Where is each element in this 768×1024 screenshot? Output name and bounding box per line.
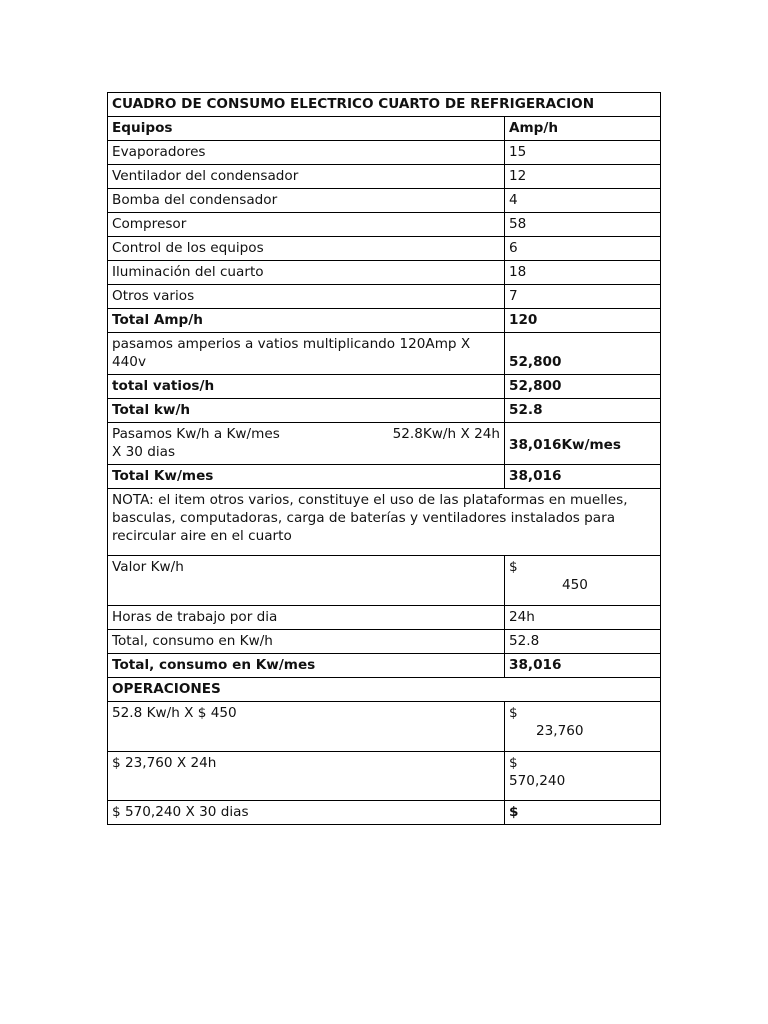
table-row xyxy=(108,261,661,285)
operacion-value-cell xyxy=(505,752,661,801)
operaciones-title-row xyxy=(108,678,661,702)
total-amp-label: Total Amp/h xyxy=(108,309,505,333)
equipo-amp: 18 xyxy=(505,261,661,285)
operacion-currency: $ xyxy=(509,755,518,771)
kwmes-calc-line1 xyxy=(112,425,500,443)
nota-row xyxy=(108,489,661,556)
total-kwh-label: Total kw/h xyxy=(108,399,505,423)
equipo-name: Otros varios xyxy=(108,285,505,309)
operacion-value-cell xyxy=(505,801,661,825)
operacion-value: 23,760 xyxy=(536,723,584,739)
table-row xyxy=(108,237,661,261)
vatios-calc-row xyxy=(108,333,661,375)
valor-kwh-currency: $ xyxy=(509,559,518,575)
table-row xyxy=(108,801,661,825)
equipo-amp: 15 xyxy=(505,141,661,165)
consumo-kwh-row xyxy=(108,630,661,654)
equipo-name: Evaporadores xyxy=(108,141,505,165)
table-row xyxy=(108,189,661,213)
header-equipos: Equipos xyxy=(108,117,505,141)
total-kwmes-value: 38,016 xyxy=(505,465,661,489)
equipo-amp: 58 xyxy=(505,213,661,237)
equipo-name: Bomba del condensador xyxy=(108,189,505,213)
equipo-amp: 4 xyxy=(505,189,661,213)
table-row xyxy=(108,165,661,189)
title-row xyxy=(108,93,661,117)
table-row xyxy=(108,702,661,752)
consumo-kwmes-value: 38,016 xyxy=(505,654,661,678)
total-vatios-label: total vatios/h xyxy=(108,375,505,399)
total-vatios-value: 52,800 xyxy=(505,375,661,399)
total-kwmes-row xyxy=(108,465,661,489)
consumption-table xyxy=(107,92,661,825)
operacion-value: 570,240 xyxy=(509,773,566,789)
consumo-kwmes-label: Total, consumo en Kw/mes xyxy=(108,654,505,678)
vatios-calc-label: pasamos amperios a vatios multiplicando 120Amp X 440v xyxy=(108,333,505,375)
total-vatios-row xyxy=(108,375,661,399)
table-row xyxy=(108,285,661,309)
total-kwmes-label: Total Kw/mes xyxy=(108,465,505,489)
nota-text: NOTA: el item otros varios, constituye el uso de las plataformas en muelles, basculas, computadoras, carga de baterías y ventiladores instalados para recircular aire en el cuarto xyxy=(108,489,661,556)
total-kwh-row xyxy=(108,399,661,423)
operacion-value-cell xyxy=(505,702,661,752)
kwmes-calc-value: 38,016Kw/mes xyxy=(505,423,661,465)
equipo-amp: 6 xyxy=(505,237,661,261)
kwmes-calc-row xyxy=(108,423,661,465)
equipo-amp: 7 xyxy=(505,285,661,309)
table-title: CUADRO DE CONSUMO ELECTRICO CUARTO DE REFRIGERACION xyxy=(108,93,661,117)
valor-kwh-cell xyxy=(505,556,661,606)
kwmes-calc-line2: X 30 dias xyxy=(112,444,176,460)
operacion-label: $ 23,760 X 24h xyxy=(108,752,505,801)
total-amp-row xyxy=(108,309,661,333)
consumo-kwh-label: Total, consumo en Kw/h xyxy=(108,630,505,654)
horas-value: 24h xyxy=(505,606,661,630)
kwmes-calc-right: 52.8Kw/h X 24h xyxy=(392,426,500,442)
operacion-currency: $ xyxy=(509,804,519,820)
table-row xyxy=(108,752,661,801)
consumo-kwmes-row xyxy=(108,654,661,678)
operacion-currency: $ xyxy=(509,705,518,721)
equipo-name: Compresor xyxy=(108,213,505,237)
equipo-name: Control de los equipos xyxy=(108,237,505,261)
valor-kwh-label: Valor Kw/h xyxy=(108,556,505,606)
vatios-calc-value: 52,800 xyxy=(505,333,661,375)
operacion-label: 52.8 Kw/h X $ 450 xyxy=(108,702,505,752)
header-row xyxy=(108,117,661,141)
equipo-name: Iluminación del cuarto xyxy=(108,261,505,285)
horas-label: Horas de trabajo por dia xyxy=(108,606,505,630)
operacion-label: $ 570,240 X 30 dias xyxy=(108,801,505,825)
valor-kwh-row xyxy=(108,556,661,606)
horas-row xyxy=(108,606,661,630)
kwmes-calc-cell xyxy=(108,423,505,465)
header-amp: Amp/h xyxy=(505,117,661,141)
consumo-kwh-value: 52.8 xyxy=(505,630,661,654)
table-row xyxy=(108,213,661,237)
equipo-name: Ventilador del condensador xyxy=(108,165,505,189)
total-kwh-value: 52.8 xyxy=(505,399,661,423)
kwmes-calc-left: Pasamos Kw/h a Kw/mes xyxy=(112,426,280,442)
equipo-amp: 12 xyxy=(505,165,661,189)
table-row xyxy=(108,141,661,165)
valor-kwh-value: 450 xyxy=(562,577,588,593)
total-amp-value: 120 xyxy=(505,309,661,333)
operaciones-title: OPERACIONES xyxy=(108,678,661,702)
